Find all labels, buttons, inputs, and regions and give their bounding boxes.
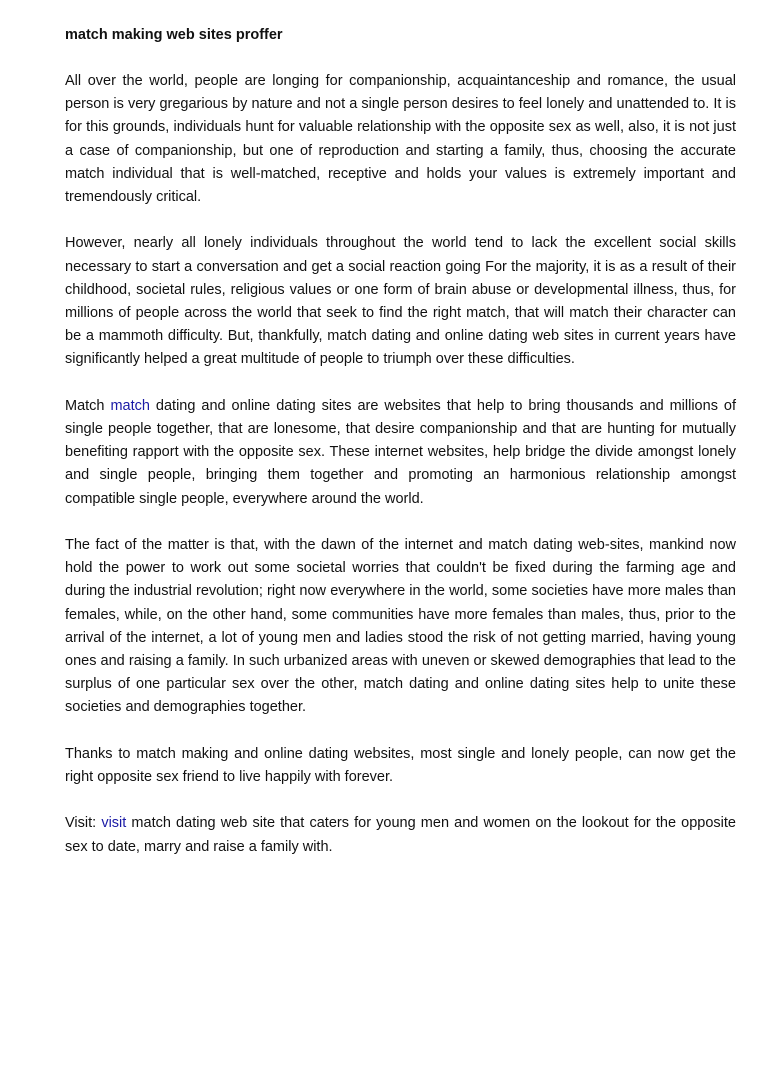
paragraph-6 xyxy=(65,812,736,858)
document-title: match making web sites proffer xyxy=(65,27,283,43)
paragraph-3-body: dating and online dating sites are websites that help to bring thousands and millions of single people together, that are lonesome, that desire companionship and that are hunting for mutually benefiting rapport with the opposite sex. These internet websites, help bridge the divide amongst lonely and single people, bringing them together and promoting an harmonious relationship amongst compatible single people, everywhere around the world. xyxy=(65,397,736,507)
match-link[interactable]: match xyxy=(110,397,150,414)
paragraph-2: However, nearly all lonely individuals throughout the world tend to lack the excellent social skills necessary to start a conversation and get a social reaction going For the majority, it is as a result of their childhood, societal rules, religious values or one form of brain abuse or developmental illness, thus, for millions of people across the world that seek to find the right match, that will match their character can be a mammoth difficulty. But, thankfully, match dating and online dating web sites in current years have significantly helped a great multitude of people to triumph over these difficulties. xyxy=(65,235,736,368)
paragraph-3-lead: Match xyxy=(65,397,111,414)
visit-link[interactable]: visit xyxy=(101,815,127,832)
document-page xyxy=(65,24,736,882)
paragraph-3 xyxy=(65,395,736,511)
paragraph-4: The fact of the matter is that, with the dawn of the internet and match dating web-sites, mankind now hold the power to work out some societal worries that couldn't be fixed during the farming age and during the industrial revolution; right now everywhere in the world, some societies have more males than females, while, on the other hand, some communities have more females than males, thus, prior to the arrival of the internet, a lot of young men and ladies stood the risk of not getting married, having young ones and raising a family. In such urbanized areas with uneven or skewed demographies that lead to the surplus of one particular sex over the other, match dating and online dating sites help to unite these societies and demographies together. xyxy=(65,537,736,716)
paragraph-1: All over the world, people are longing for companionship, acquaintanceship and romance, the usual person is very gregarious by nature and not a single person desires to feel lonely and unattended to. It is for this grounds, individuals hunt for valuable relationship with the opposite sex as well, also, it is not just a case of companionship, but one of reproduction and starting a family, thus, choosing the accurate match individual that is well-matched, receptive and holds your values is extremely important and tremendously critical. xyxy=(65,73,736,206)
paragraph-6-lead: Visit: xyxy=(65,815,102,832)
paragraph-6-body: match dating web site that caters for young men and women on the lookout for the opposite sex to date, marry and raise a family with. xyxy=(65,815,736,855)
paragraph-5: Thanks to match making and online dating websites, most single and lonely people, can now get the right opposite sex friend to live happily with forever. xyxy=(65,745,736,786)
